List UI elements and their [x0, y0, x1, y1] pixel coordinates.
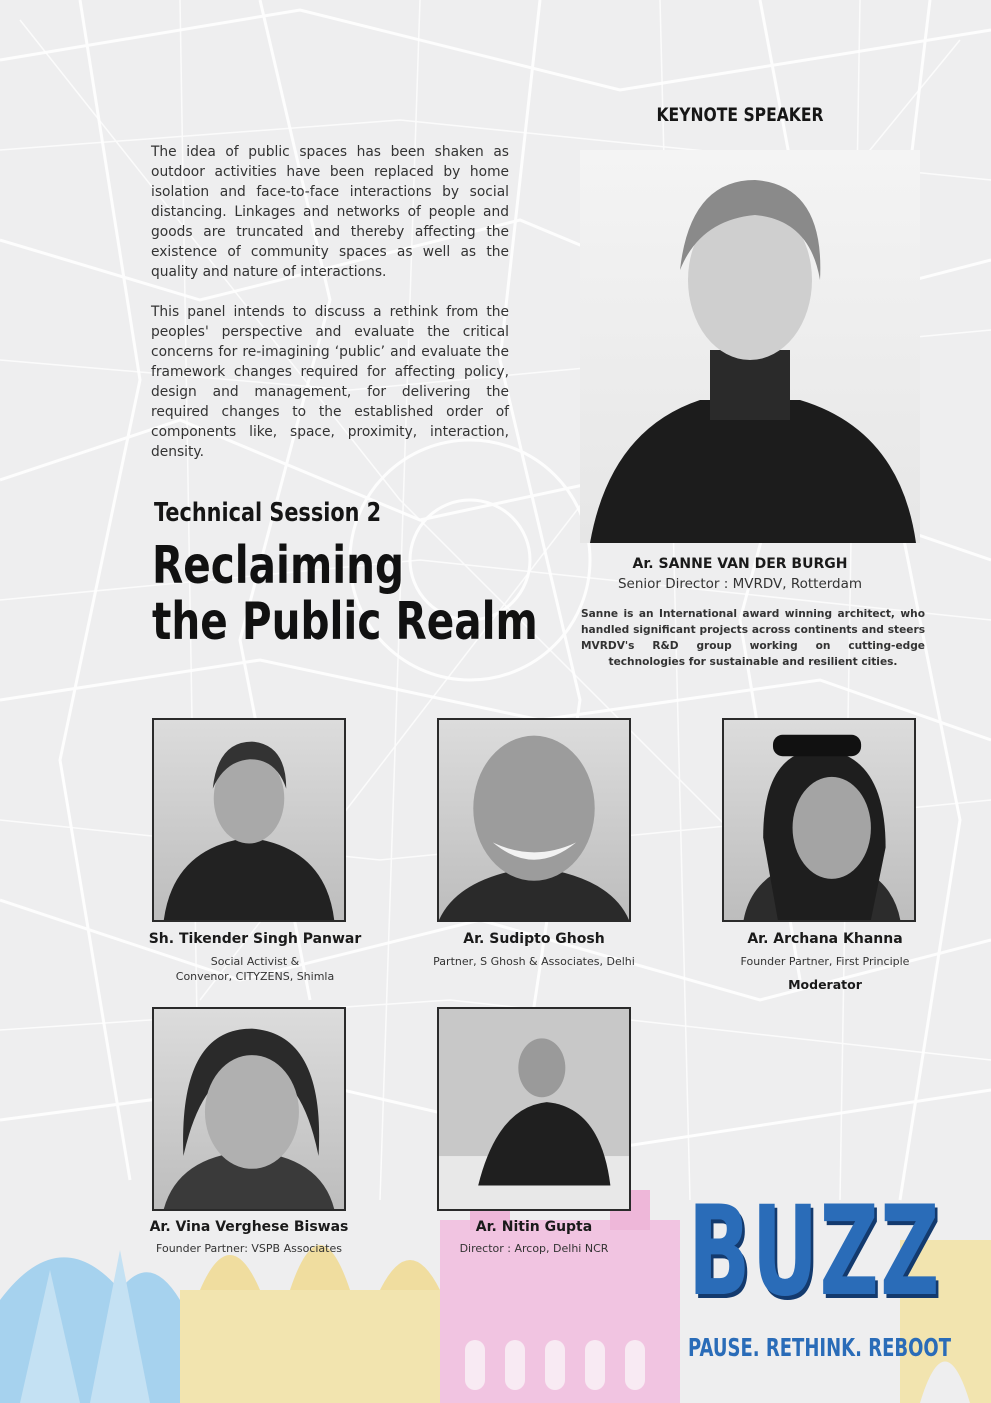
- session-label: Technical Session 2: [154, 498, 382, 528]
- moderator-label: Moderator: [788, 977, 862, 992]
- panelist-name: Ar. Archana Khanna: [747, 931, 903, 947]
- panelist-role: Founder Partner, First Principle: [740, 955, 910, 968]
- panelist-photo-archana: [722, 718, 916, 922]
- session-title-line-2: the Public Realm: [152, 592, 538, 652]
- keynote-speaker-role: Senior Director : MVRDV, Rotterdam: [617, 576, 863, 592]
- panelist-role: Partner, S Ghosh & Associates, Delhi: [433, 955, 635, 968]
- buzz-logo: BUZZ: [688, 1180, 941, 1324]
- session-description: [151, 142, 509, 482]
- session-title-line-1: Reclaiming: [152, 536, 405, 596]
- panelist-photo-sudipto: [437, 718, 631, 922]
- panelist-name: Ar. Nitin Gupta: [475, 1219, 593, 1235]
- session-title: [152, 538, 538, 650]
- keynote-speaker-name: Ar. SANNE VAN DER BURGH: [632, 556, 848, 572]
- keynote-speaker-bio: Sanne is an International award winning architect, who handled significant projects across continents and steers MVRDV's R&D group working on cutting-edge technologies for sustainable and resilient cities.: [581, 608, 925, 668]
- panelist-role: Director : Arcop, Delhi NCR: [459, 1242, 609, 1255]
- panelist-name: Ar. Sudipto Ghosh: [463, 931, 605, 947]
- panelist-role: Founder Partner: VSPB Associates: [156, 1242, 342, 1255]
- keynote-speaker-photo: [580, 150, 920, 543]
- panelist-photo-nitin: [437, 1007, 631, 1211]
- panelist-role: Convenor, CITYZENS, Shimla: [175, 970, 335, 983]
- panelist-photo-vina: [152, 1007, 346, 1211]
- description-paragraph-2: This panel intends to discuss a rethink from the peoples' perspective and evaluate the critical concerns for re-imagining ‘public’ and evaluate the framework changes required for affecting policy, design and management, for delivering the required changes to the established order of components like, space, proximity, interaction, density.: [151, 304, 509, 460]
- keynote-speaker-label: KEYNOTE SPEAKER: [656, 104, 824, 126]
- panelist-photo-tikender: [152, 718, 346, 922]
- description-paragraph-1: The idea of public spaces has been shaken as outdoor activities have been replaced by home isolation and face-to-face interactions by social distancing. Linkages and networks of people and goods are truncated and thereby affecting the existence of community spaces as well as the quality and nature of interactions.: [151, 144, 509, 280]
- panelist-name: Ar. Vina Verghese Biswas: [149, 1219, 349, 1235]
- panelist-name: Sh. Tikender Singh Panwar: [148, 931, 362, 947]
- brand-tagline: PAUSE. RETHINK. REBOOT: [688, 1333, 951, 1362]
- panelist-role: Social Activist &: [210, 955, 300, 968]
